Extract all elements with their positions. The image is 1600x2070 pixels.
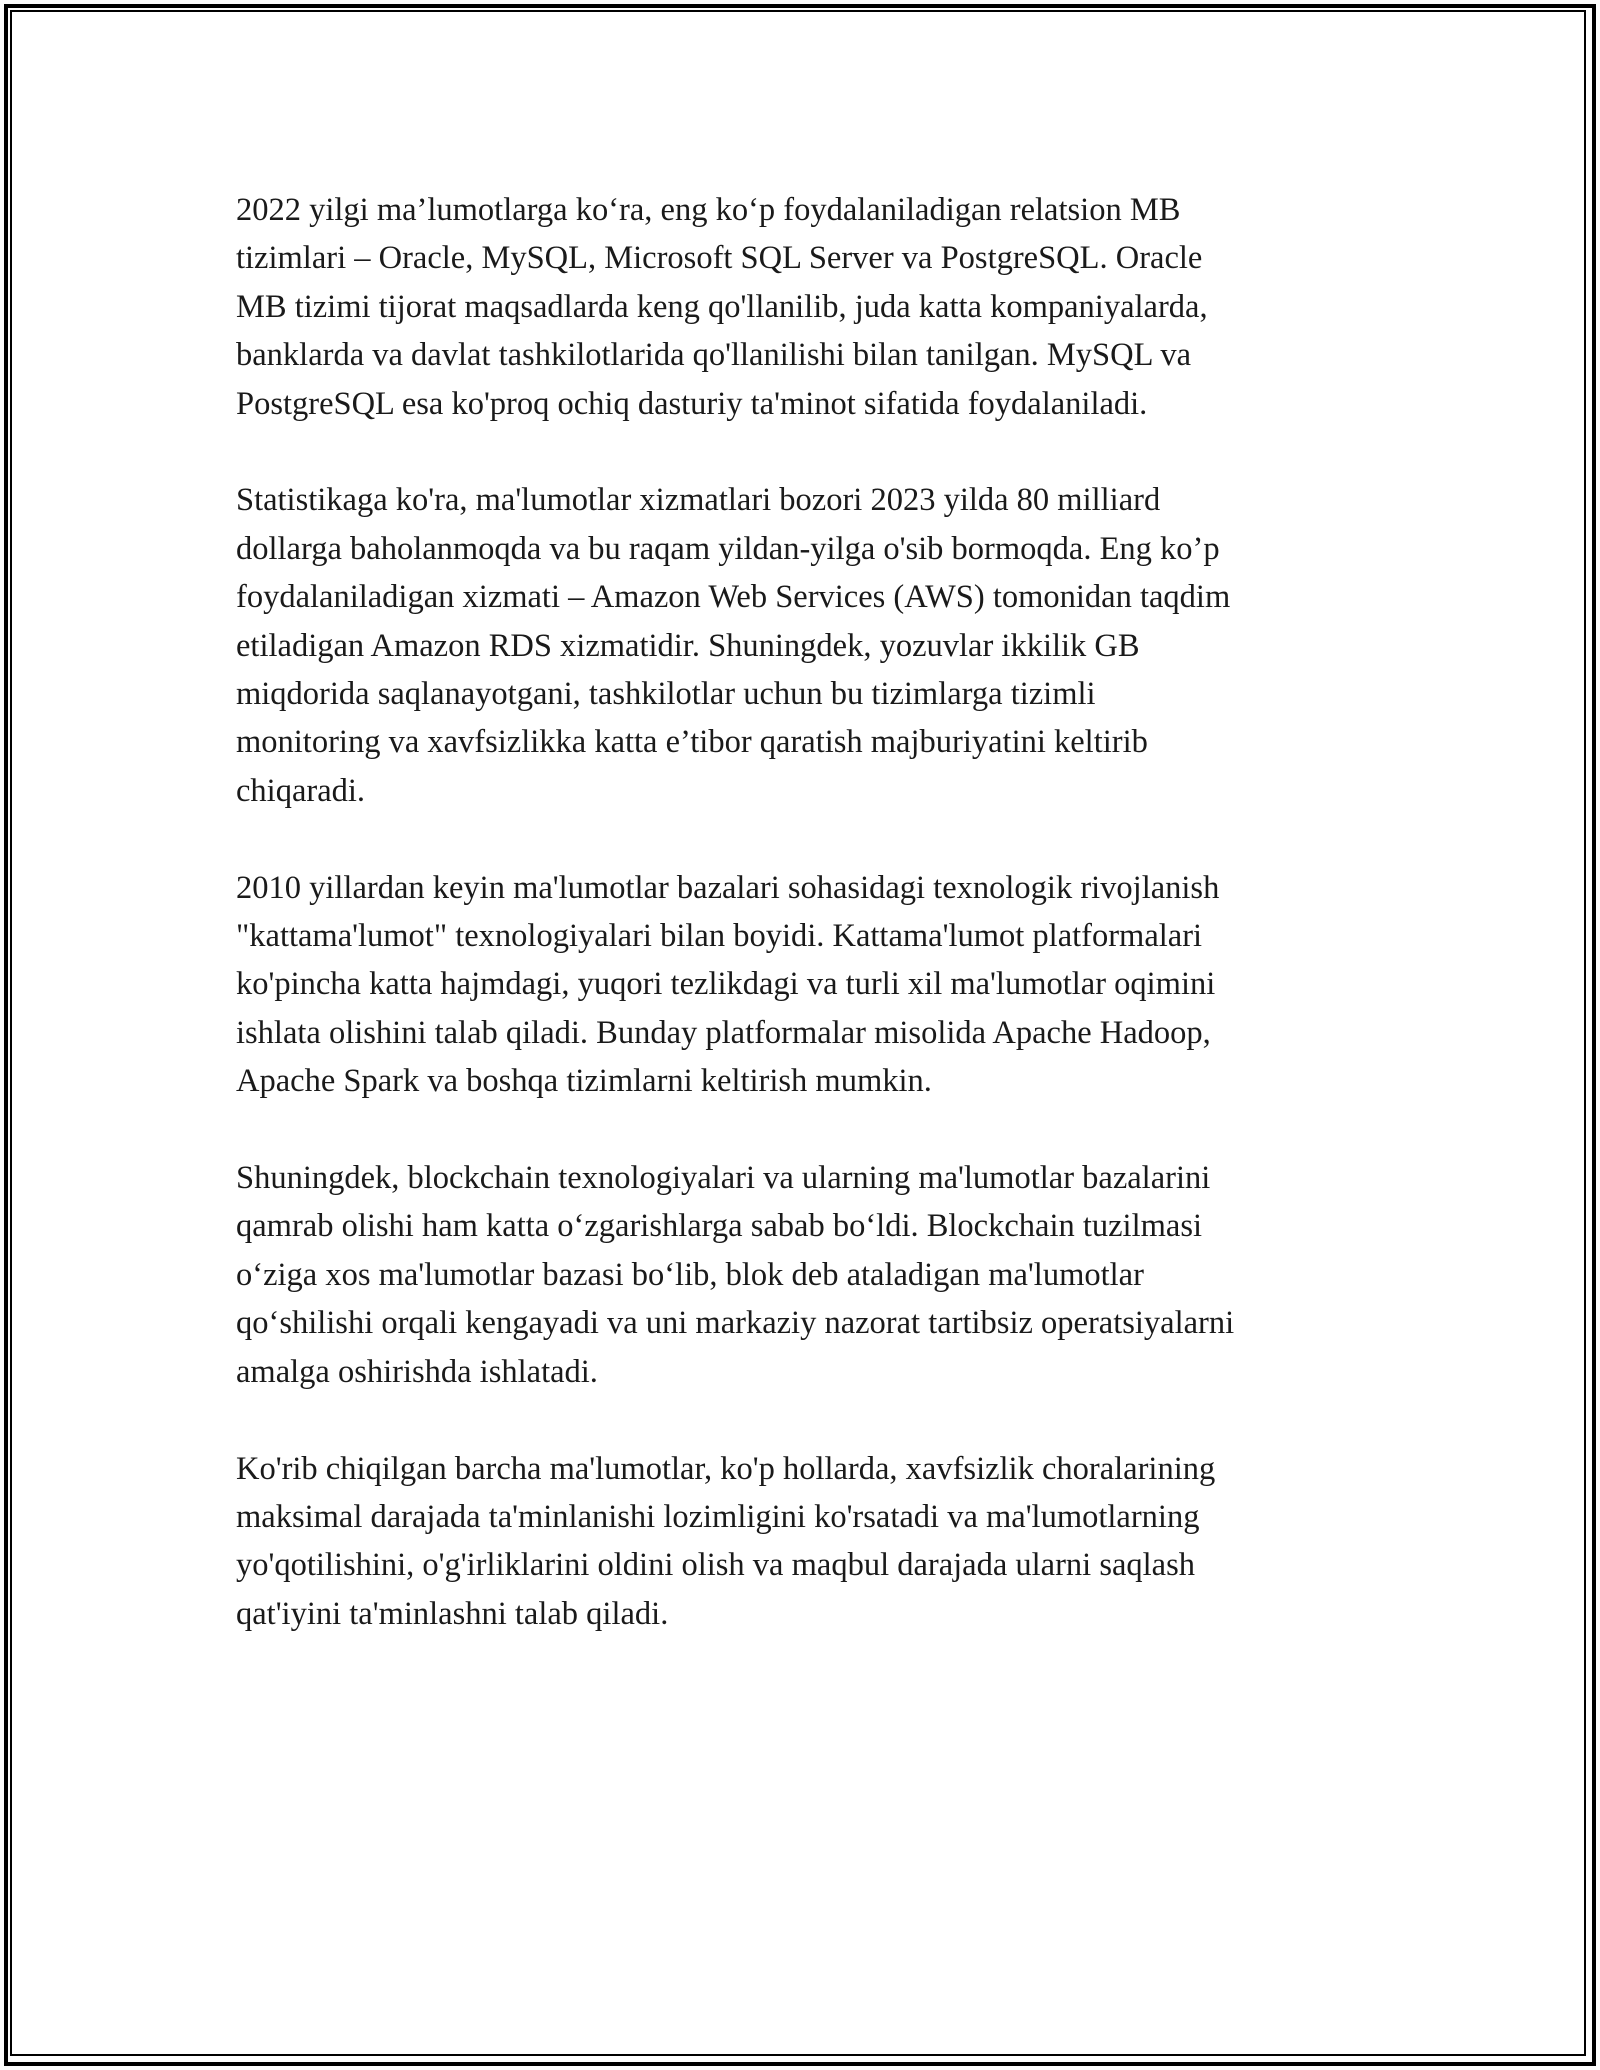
paragraph-big-data: 2010 yillardan keyin ma'lumotlar bazalari sohasidagi texnologik rivojlanish "kattama'lumot" texnologiyalari bilan boyidi. Kattama'lumot platformalari ko'pincha katta hajmdagi, yuqori tezlikdagi va turli xil ma'lumotlar oqimini ishlata olishini talab qiladi. Bunday platformalar misolida Apache Hadoop, Apache Spark va boshqa tizimlarni keltirish mumkin. (236, 869, 1220, 1100)
document-body (236, 186, 1386, 1687)
paragraph-relational-dbms: 2022 yilgi ma’lumotlarga ko‘ra, eng ko‘p foydalaniladigan relatsion MB tizimlari – Oracle, MySQL, Microsoft SQL Server va PostgreSQL. Oracle MB tizimi tijorat maqsadlarda keng qo'llanilib, juda katta kompaniyalarda, banklarda va davlat tashkilotlarida qo'llanilishi bilan tanilgan. MySQL va PostgreSQL esa ko'proq ochiq dasturiy ta'minot sifatida foydalaniladi. (236, 192, 1208, 422)
paragraph-data-services-market: Statistikaga ko'ra, ma'lumotlar xizmatlari bozori 2023 yilda 80 milliard dollarga baholanmoqda va bu raqam yildan-yilga o'sib bormoqda. Eng ko’p foydalaniladigan xizmati – Amazon Web Services (AWS) tomonidan taqdim etiladigan Amazon RDS xizmatidir. Shuningdek, yozuvlar ikkilik GB miqdorida saqlanayotgani, tashkilotlar uchun bu tizimlarga tizimli monitoring va xavfsizlikka katta e’tibor qaratish majburiyatini keltirib chiqaradi. (236, 482, 1231, 809)
paragraph-security-conclusion: Ko'rib chiqilgan barcha ma'lumotlar, ko'p hollarda, xavfsizlik choralarining maksimal darajada ta'minlanishi lozimligini ko'rsatadi va ma'lumotlarning yo'qotilishini, o'g'irliklarini oldini olish va maqbul darajada ularni saqlash qat'iyini ta'minlashni talab qiladi. (236, 1450, 1216, 1632)
paragraph-blockchain: Shuningdek, blockchain texnologiyalari va ularning ma'lumotlar bazalarini qamrab olishi ham katta o‘zgarishlarga sabab bo‘ldi. Blockchain tuzilmasi o‘ziga xos ma'lumotlar bazasi bo‘lib, blok deb ataladigan ma'lumotlar qo‘shilishi orqali kengayadi va uni markaziy nazorat tartibsiz operatsiyalarni amalga oshirishda ishlatadi. (236, 1160, 1235, 1390)
